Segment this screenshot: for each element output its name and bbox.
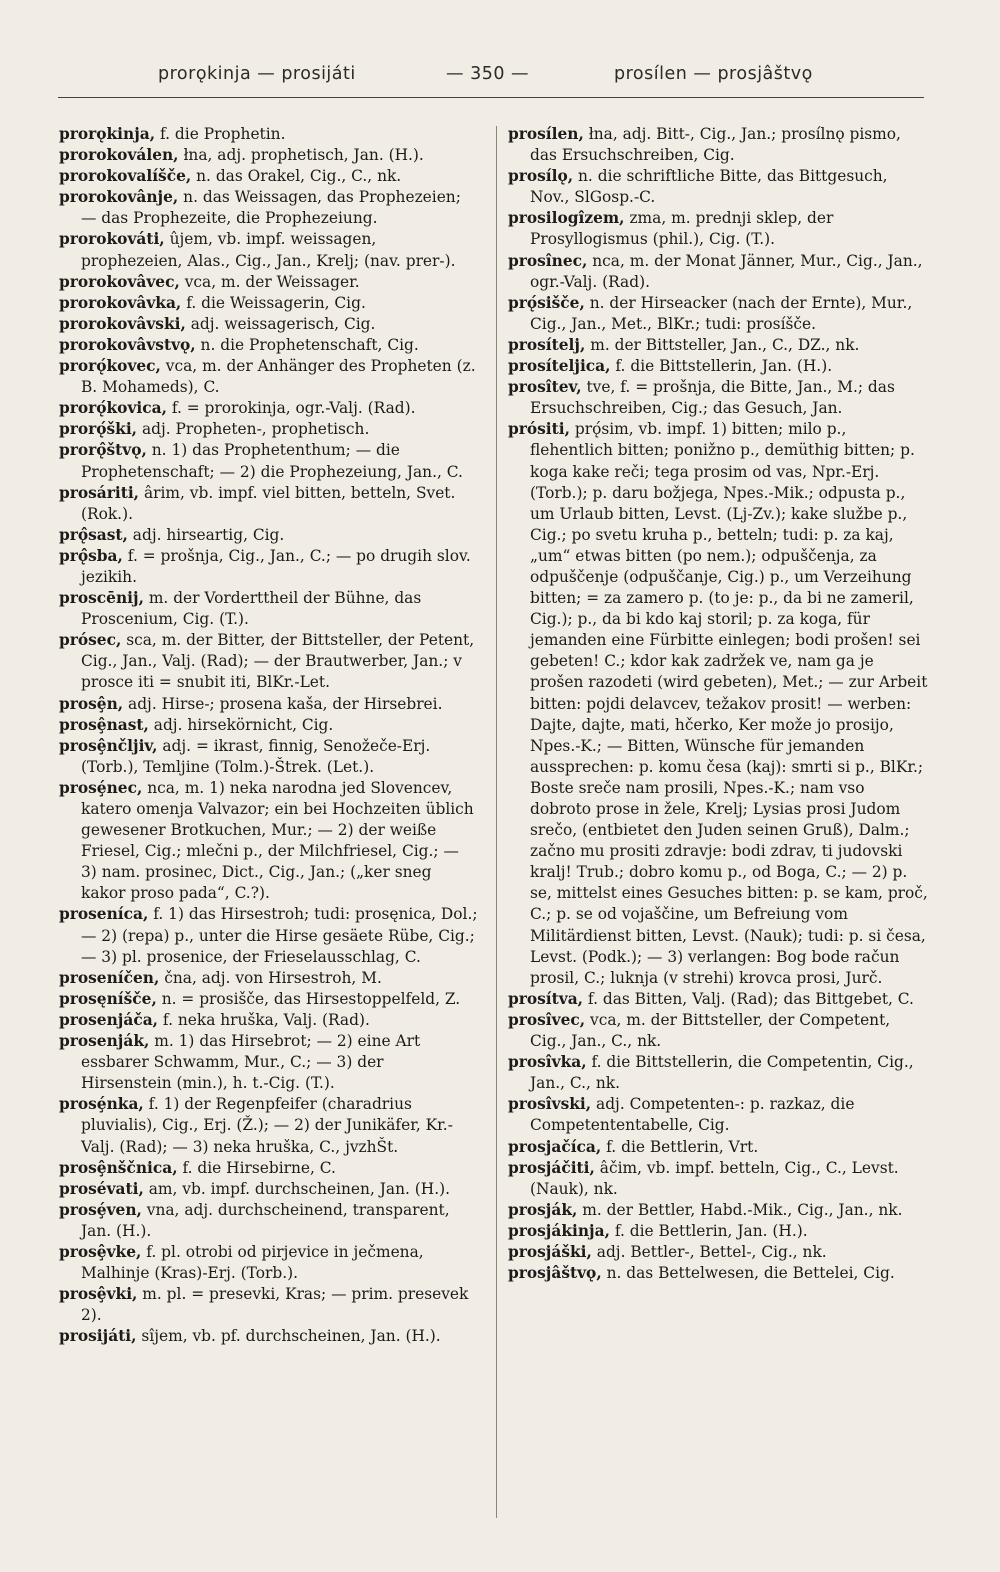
definition: n. 1) das Prophetenthum; — die Prophetenschaft; — 2) die Prophezeiung, Jan., C. (81, 441, 463, 481)
definition: adj. = ikrast, finnig, Senožeče-Erj. (Torb.), Temljine (Tolm.)-Štrek. (Let.). (81, 736, 431, 776)
headword: prosévati, (59, 1179, 144, 1198)
dictionary-entry (508, 356, 928, 377)
dictionary-entry (59, 904, 479, 967)
definition: sca, m. der Bitter, der Bittsteller, der Petent, Cig., Jan., Valj. (Rad); — der Brautwerber, Jan.; v prosce iti = snubit iti, BlKr.-Let. (81, 631, 475, 692)
headword: prosȩ̂nčljiv, (59, 736, 158, 755)
headword: prosenjáča, (59, 1010, 159, 1029)
definition: f. neka hruška, Valj. (Rad). (158, 1010, 370, 1029)
definition: zma, m. prednji sklep, der Prosyllogismus (phil.), Cig. (T.). (530, 209, 834, 249)
definition: adj. Hirse-; prosena kaša, der Hirsebrei. (123, 694, 443, 713)
headword: prosȩ̂nščnica, (59, 1158, 178, 1177)
dictionary-entry (508, 208, 928, 250)
dictionary-entry (59, 1179, 479, 1200)
headword: proscēnij, (59, 589, 144, 608)
headword: prosítva, (508, 989, 584, 1008)
definition: tve, f. = prošnja, die Bitte, Jan., M.; das Ersuchschreiben, Cig.; das Gesuch, Jan. (530, 378, 895, 418)
dictionary-entry (59, 694, 479, 715)
headword: prosȩ̂vki, (59, 1285, 138, 1304)
headword: prorǫ́ški, (59, 420, 138, 439)
headword: prosîtev, (508, 378, 582, 397)
headword: prorokovâvstvǫ, (59, 335, 196, 354)
definition: čna, adj. von Hirsestroh, M. (159, 968, 382, 987)
dictionary-entry (508, 124, 928, 166)
headword: prosíteljica, (508, 357, 611, 376)
dictionary-entry (59, 166, 479, 187)
definition: am, vb. impf. durchscheinen, Jan. (H.). (143, 1179, 450, 1198)
dictionary-entry (59, 419, 479, 440)
headword: prosják, (508, 1200, 578, 1219)
headword: prǫ̂sast, (59, 525, 128, 544)
definition: m. der Vorderttheil der Bühne, das Proscenium, Cig. (T.). (81, 589, 422, 629)
dictionary-entry (59, 1242, 479, 1284)
definition: adj. hirseartig, Cig. (127, 525, 285, 544)
dictionary-entry (59, 356, 479, 398)
dictionary-entry (59, 630, 479, 693)
definition: vna, adj. durchscheinend, transparent, Jan. (H.). (81, 1200, 450, 1240)
column-divider (496, 126, 497, 1518)
headword: prosjačíca, (508, 1137, 602, 1156)
headword: prosȩ́nec, (59, 778, 143, 797)
definition: f. die Bettlerin, Vrt. (601, 1137, 759, 1156)
definition: łna, adj. prophetisch, Jan. (H.). (178, 146, 424, 165)
definition: f. die Bettlerin, Jan. (H.). (609, 1221, 808, 1240)
running-header (58, 60, 924, 92)
definition: n. die Prophetenschaft, Cig. (195, 335, 419, 354)
headword: prorokováti, (59, 230, 165, 249)
dictionary-entry (59, 1158, 479, 1179)
headword: prosȩ̂n, (59, 694, 124, 713)
header-right-guide-words: prosílen — prosjâštvǫ (614, 64, 813, 84)
dictionary-entry (59, 778, 479, 905)
dictionary-entry (59, 1094, 479, 1157)
headword: prosilogîzem, (508, 209, 625, 228)
headword: proseníčen, (59, 968, 160, 987)
definition: n. das Bettelwesen, die Bettelei, Cig. (601, 1264, 895, 1283)
dictionary-entry (59, 335, 479, 356)
definition: adj. Bettler-, Bettel-, Cig., nk. (591, 1242, 827, 1261)
definition: nca, m. 1) neka narodna jed Slovencev, katero omenja Valvazor; ein bei Hochzeiten üblich gewesener Brotkuchen, Mur.; — 2) der weiße Friesel, Cig.; mlečni p., der Milchfriesel, Cig.; — 3) nam. prosinec, Dict., Cig., Jan.; („ker sneg kakor proso pada“, C.?). (81, 778, 474, 903)
dictionary-entry (59, 398, 479, 419)
dictionary-entry (508, 1137, 928, 1158)
headword: prosáriti, (59, 483, 140, 502)
dictionary-entry (508, 166, 928, 208)
headword: prosjákinja, (508, 1221, 610, 1240)
headword: prorǫ̂štvǫ, (59, 441, 147, 460)
dictionary-entry (59, 293, 479, 314)
headword: prosjáčiti, (508, 1158, 595, 1177)
definition: f. 1) das Hirsestroh; tudi: prosęnica, Dol.; — 2) (repa) p., unter die Hirse gesäete Rübe, Cig.; — 3) pl. prosenice, der Frieselausschlag, C. (81, 905, 478, 966)
dictionary-entry (508, 1052, 928, 1094)
dictionary-entry (508, 293, 928, 335)
headword: prorǫkinja, (59, 125, 156, 143)
definition: f. pl. otrobi od pirjevice in ječmena, Malhinje (Kras)-Erj. (Torb.). (81, 1242, 424, 1283)
definition: f. = prorokinja, ogr.-Valj. (Rad). (166, 399, 416, 418)
definition: adj. hirsekörnicht, Cig. (148, 715, 334, 734)
dictionary-entry (59, 736, 479, 778)
headword: prorokovâvec, (59, 272, 180, 291)
headword: prosjáški, (508, 1242, 592, 1261)
dictionary-entry (59, 1200, 479, 1242)
definition: f. das Bitten, Valj. (Rad); das Bittgebet, C. (583, 989, 914, 1008)
headword: prosîvka, (508, 1053, 587, 1072)
definition: f. die Hirsebirne, C. (177, 1158, 336, 1177)
dictionary-entry (59, 187, 479, 229)
headword: prosȩ́ven, (59, 1200, 142, 1219)
definition: n. die schriftliche Bitte, das Bittgesuch, Nov., SlGosp.-C. (530, 167, 888, 207)
definition: f. die Prophetin. (155, 125, 286, 143)
dictionary-entry (59, 145, 479, 166)
definition: f. = prošnja, Cig., Jan., C.; — po drugih slov. jezikih. (81, 546, 471, 586)
dictionary-entry (59, 1031, 479, 1094)
headword: prǫ̂sba, (59, 546, 123, 565)
headword: prorokoválen, (59, 146, 179, 165)
definition: vca, m. der Bittsteller, der Competent, Cig., Jan., C., nk. (530, 1010, 891, 1051)
headword: prorokovâvka, (59, 293, 182, 312)
definition: n. der Hirseacker (nach der Ernte), Mur., Cig., Jan., Met., BlKr.; tudi: prosíšče. (530, 293, 913, 333)
definition: adj. Competenten-: p. razkaz, die Competententabelle, Cig. (530, 1095, 855, 1135)
dictionary-entry (59, 272, 479, 293)
header-left-guide-words: prorǫkinja — prosijáti (158, 64, 356, 84)
dictionary-entry (59, 588, 479, 630)
headword: prosítelj, (508, 335, 586, 354)
definition: vca, m. der Weissager. (179, 272, 360, 291)
dictionary-entry (59, 440, 479, 482)
headword: prosȩ́nka, (59, 1095, 144, 1114)
dictionary-entry (508, 1242, 928, 1263)
definition: m. 1) das Hirsebrot; — 2) eine Art essbarer Schwamm, Mur., C.; — 3) der Hirsenstein (min.), h. t.-Cig. (T.). (81, 1032, 421, 1093)
headword: prósec, (59, 631, 122, 650)
definition: sîjem, vb. pf. durchscheinen, Jan. (H.). (136, 1327, 441, 1346)
dictionary-entry (59, 483, 479, 525)
definition: m. pl. = presevki, Kras; — prim. presevek 2). (81, 1285, 469, 1325)
headword: prosȩ̂nast, (59, 715, 149, 734)
headword: prorǫ́kovec, (59, 357, 161, 376)
right-column (508, 124, 928, 1284)
headword: prosîvski, (508, 1095, 592, 1114)
dictionary-entry (59, 1326, 479, 1347)
headword: prorokovâvski, (59, 314, 186, 333)
dictionary-entry (59, 1284, 479, 1326)
definition: vca, m. der Anhänger des Propheten (z. B. Mohameds), C. (81, 357, 476, 397)
headword: prosílen, (508, 125, 584, 143)
definition: łna, adj. Bitt-, Cig., Jan.; prosílnǫ pismo, das Ersuchschreiben, Cig. (530, 125, 901, 165)
dictionary-entry (59, 715, 479, 736)
definition: n. das Weissagen, das Prophezeien; — das Prophezeite, die Prophezeiung. (81, 188, 461, 228)
dictionary-entry (508, 335, 928, 356)
header-rule (58, 97, 924, 98)
headword: prosijáti, (59, 1327, 137, 1346)
dictionary-entry (508, 1221, 928, 1242)
headword: prósiti, (508, 420, 570, 439)
dictionary-entry (508, 419, 928, 989)
headword: prorǫ́kovica, (59, 399, 167, 418)
headword: prosîvec, (508, 1010, 586, 1029)
dictionary-entry (508, 1010, 928, 1052)
headword: prorokovalíšče, (59, 167, 192, 186)
definition: f. die Bittstellerin, Jan. (H.). (610, 357, 833, 376)
headword: prosȩ̂vke, (59, 1242, 142, 1261)
headword: prǫ́sišče, (508, 293, 585, 312)
definition: f. die Weissagerin, Cig. (181, 293, 366, 312)
definition: adj. weissagerisch, Cig. (185, 314, 376, 333)
dictionary-entry (59, 968, 479, 989)
dictionary-entry (508, 251, 928, 293)
definition: n. = prosišče, das Hirsestoppelfeld, Z. (156, 989, 461, 1008)
dictionary-entry (508, 377, 928, 419)
dictionary-entry (508, 989, 928, 1010)
left-column (59, 124, 479, 1347)
headword: prosęníšče, (59, 989, 157, 1008)
definition: prǫ́sim, vb. impf. 1) bitten; milo p., flehentlich bitten; ponižno p., demüthig bitten; p. koga kake reči; tega prosim od vas, Npr.-Erj. (Torb.); p. daru božjega, Npes.-Mik.; odpusta p., um Urlaub bitten, Levst. (Lj-Zv.); kake službe p., Cig.; po svetu kruha p., betteln; tudi: p. za kaj, „um“ etwas bitten (po nem.); odpuščenja, za odpuščenje (odpuščanje, Cig.) p., um Verzeihung bitten; = za zamero p. (to je: p., da bi ne zameril, Cig.); p., da bi kdo kaj storil; p. za koga, für jemanden eine Fürbitte einlegen; bodi prošen! sei gebeten! C.; kdor kak zadržek ve, nam ga je prošen razodeti (wird gebeten), Met.; — zur Arbeit bitten: pojdi delavcev, težakov prosit! — werben: Dajte, dajte, mati, hčerko, Ker može jo prosijo, Npes.-K.; — Bitten, Wünsche für jemanden aussprechen: p. komu česa (kaj): smrti si p., BlKr.; Boste sreče nam prosili, Npes.-K.; nam vso dobroto prose in želе, Krelj; Lysias prosi Judom srečo, (entbietet den Juden seinen Gruß), Dalm.; začno mu prositi zdravje: bodi zdrav, ti judovski kralj! Trub.; dobro komu p., od Boga, C.; — 2) p. se, mittelst eines Gesuches bitten: p. se kam, proč, C.; p. se od vojaščine, um Befreiung vom Militärdienst bitten, Levst. (Nauk); tudi: p. si česa, Levst. (Podk.); — 3) verlangen: Bog bode račun prosil, C.; luknja (v strehi) krovca prosi, Jurč. (530, 420, 928, 987)
headword: prorokovânje, (59, 188, 179, 207)
dictionary-entry (59, 314, 479, 335)
definition: âčim, vb. impf. betteln, Cig., C., Levst. (Nauk), nk. (530, 1158, 899, 1198)
headword: prosílǫ, (508, 167, 574, 186)
definition: ûjem, vb. impf. weissagen, prophezeien, Alas., Cig., Jan., Krelj; (nav. prer-). (81, 230, 456, 270)
definition: f. 1) der Regenpfeifer (charadrius pluvialis), Cig., Erj. (Ž.); — 2) der Junikäfer, Kr.-Valj. (Rad); — 3) neka hruška, C., jvzhŠt. (81, 1095, 453, 1156)
page-number: — 350 — (446, 64, 530, 84)
dictionary-entry (59, 546, 479, 588)
headword: proseníca, (59, 905, 149, 924)
dictionary-entry (508, 1200, 928, 1221)
dictionary-entry (508, 1158, 928, 1200)
dictionary-entry (59, 229, 479, 271)
definition: nca, m. der Monat Jänner, Mur., Cig., Jan., ogr.-Valj. (Rad). (530, 251, 923, 291)
dictionary-entry (59, 525, 479, 546)
headword: prosjâštvǫ, (508, 1264, 602, 1283)
definition: m. der Bettler, Habd.-Mik., Cig., Jan., nk. (577, 1200, 903, 1219)
dictionary-entry (59, 989, 479, 1010)
definition: adj. Propheten-, prophetisch. (137, 420, 370, 439)
definition: m. der Bittsteller, Jan., C., DZ., nk. (585, 335, 860, 354)
headword: prosînec, (508, 251, 588, 270)
dictionary-entry (59, 1010, 479, 1031)
definition: ârim, vb. impf. viel bitten, betteln, Svet. (Rok.). (81, 483, 456, 523)
dictionary-entry (508, 1263, 928, 1284)
definition: f. die Bittstellerin, die Competentin, Cig., Jan., C., nk. (530, 1053, 914, 1093)
headword: prosenják, (59, 1032, 150, 1051)
definition: n. das Orakel, Cig., C., nk. (191, 167, 402, 186)
dictionary-entry (59, 124, 479, 145)
dictionary-entry (508, 1094, 928, 1136)
